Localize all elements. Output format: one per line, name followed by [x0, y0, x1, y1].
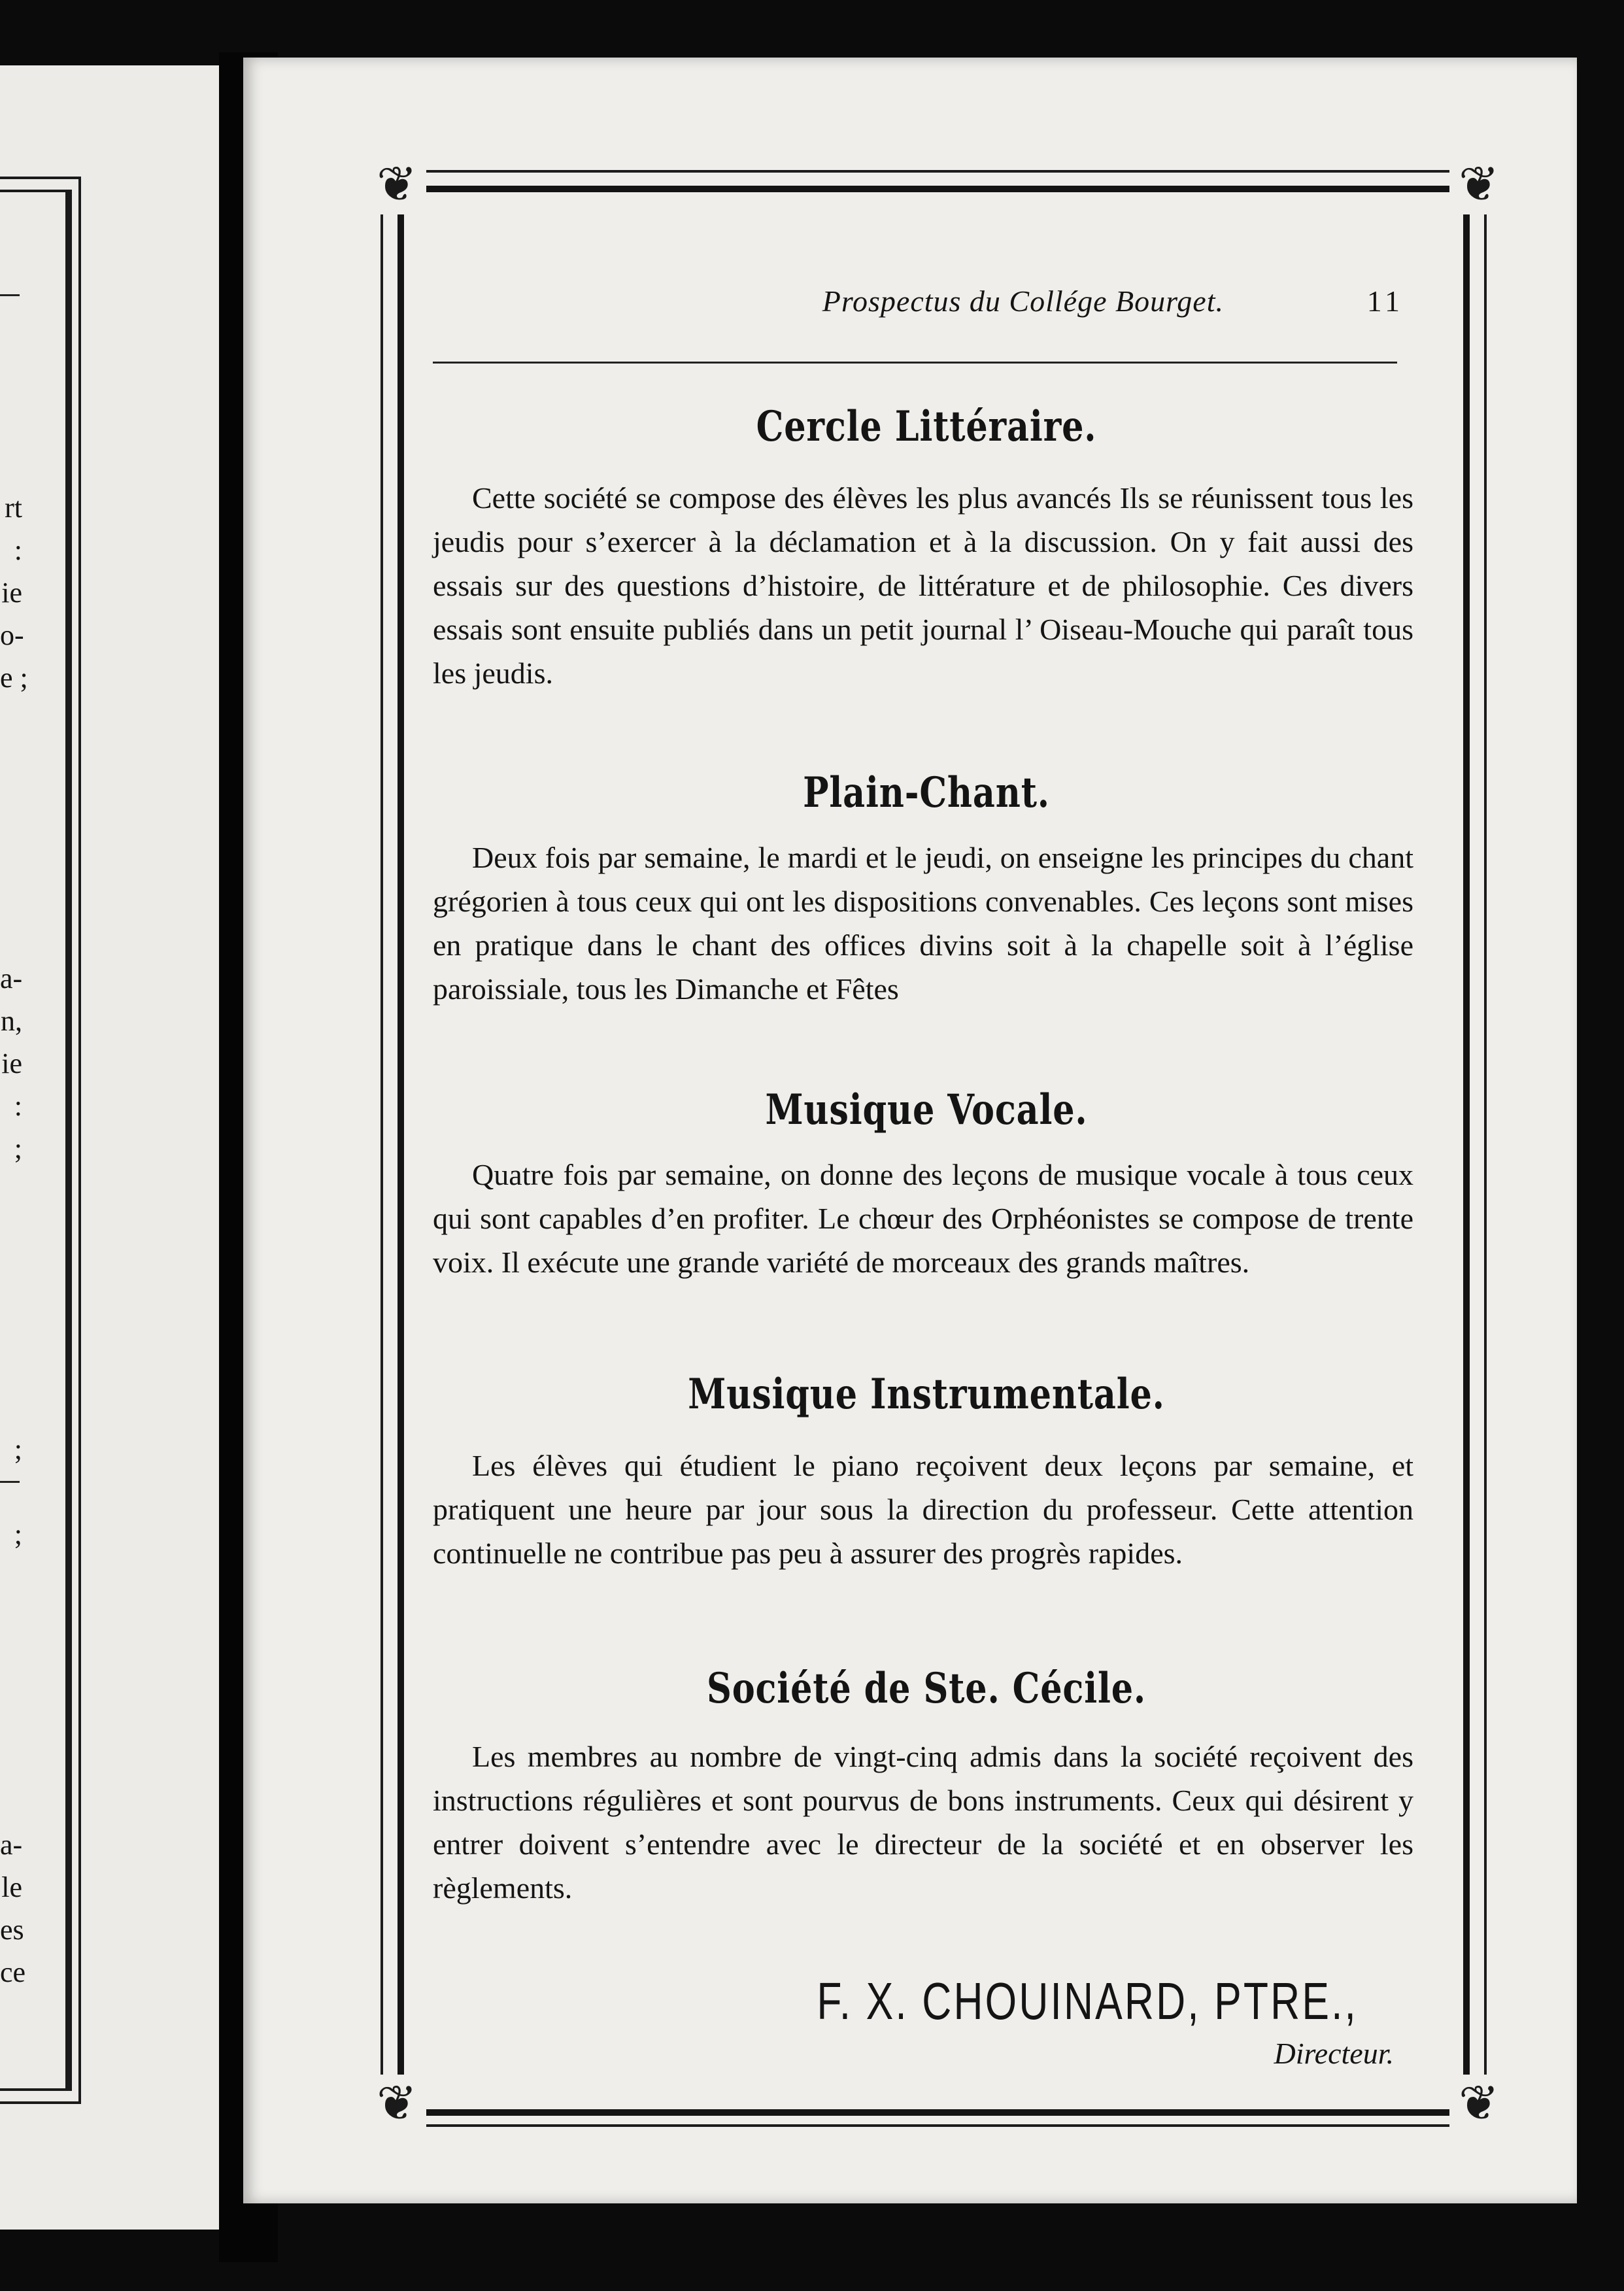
previous-page-text-fragment: rt [5, 492, 22, 524]
running-title: Prospectus du Collége Bourget. [822, 284, 1224, 318]
signature-role: Directeur. [1274, 2037, 1394, 2070]
previous-page-text-fragment: le [1, 1871, 22, 1903]
corner-flourish-icon: ❦ [367, 2075, 426, 2133]
previous-page-text-fragment: ; [14, 1433, 22, 1465]
previous-page-fragment [0, 65, 219, 2230]
section-title-societe-ste-cecile: Société de Ste. Cécile. [706, 1664, 1147, 1713]
section-title-musique-instrumentale: Musique Instrumentale. [688, 1370, 1165, 1419]
page-content [433, 224, 1420, 2088]
previous-page-text-fragment: : [14, 1090, 22, 1122]
previous-page-text-fragment: ie [1, 1047, 22, 1079]
section-text-musique-instrumentale: Les élèves qui étudient le piano reçoivent deux leçons par semaine, et pratiquent une heure par jour sous la direction du professeur. Cette attention continuelle ne contribue pas peu à assurer des progrès rapides. [433, 1449, 1413, 1570]
previous-page-rule [0, 1481, 20, 1483]
previous-page-text-fragment: es [0, 1914, 24, 1946]
previous-page-text-fragment: ; [14, 1518, 22, 1550]
previous-page-text-fragment: n, [1, 1005, 22, 1037]
signature-name: F. X. CHOUINARD, PTRE., [817, 1972, 1358, 2030]
previous-page-text-fragment: ; [14, 1132, 22, 1164]
corner-flourish-icon: ❦ [1449, 156, 1508, 214]
corner-flourish-icon: ❦ [1449, 2075, 1508, 2133]
page-number: 11 [1366, 284, 1404, 318]
document-page [243, 58, 1577, 2203]
previous-page-text-fragment: o- [0, 619, 24, 651]
previous-page-text-fragment: e ; [0, 662, 28, 694]
section-title-cercle-litteraire: Cercle Littéraire. [756, 402, 1097, 451]
section-title-plain-chant: Plain-Chant. [803, 768, 1050, 817]
section-text-plain-chant: Deux fois par semaine, le mardi et le jeudi, on enseigne les principes du chant grégorien à tous ceux qui ont les dispositions convenables. Ces leçons sont mises en pratique dans le chant des offices divins soit à la chapelle soit à l’église paroissiale, tous les Dimanche et Fêtes [433, 841, 1413, 1006]
section-text-societe-ste-cecile: Les membres au nombre de vingt-cinq admis dans la société reçoivent des instructions régulières et sont pourvus de bons instruments. Ceux qui désirent y entrer doivent s’entendre avec le directeur de la société et en observer les règlements. [433, 1740, 1413, 1905]
header-rule [433, 362, 1397, 364]
section-text-musique-vocale: Quatre fois par semaine, on donne des leçons de musique vocale à tous ceux qui sont capables d’en profiter. Le chœur des Orphéonistes se compose de trente voix. Il exécute une grande variété de morceaux des grands maîtres. [433, 1158, 1413, 1279]
previous-page-text-fragment: ce [0, 1956, 26, 1988]
previous-page-rule [0, 294, 20, 296]
previous-page-text-fragment: ie [1, 577, 22, 609]
corner-flourish-icon: ❦ [367, 156, 426, 214]
previous-page-text-fragment: a- [0, 1829, 23, 1861]
section-text-cercle-litteraire: Cette société se compose des élèves les plus avancés Ils se réunissent tous les jeudis pour s’exercer à la déclamation et à la discussion. On y fait aussi des essais sur des questions d’histoire, de littérature et de philosophie. Ces divers essais sont ensuite publiés dans un petit journal l’ Oiseau-Mouche qui paraît tous les jeudis. [433, 481, 1413, 690]
section-title-musique-vocale: Musique Vocale. [765, 1085, 1088, 1134]
previous-page-text-fragment: a- [0, 962, 23, 994]
previous-page-text-fragment: : [14, 534, 22, 566]
